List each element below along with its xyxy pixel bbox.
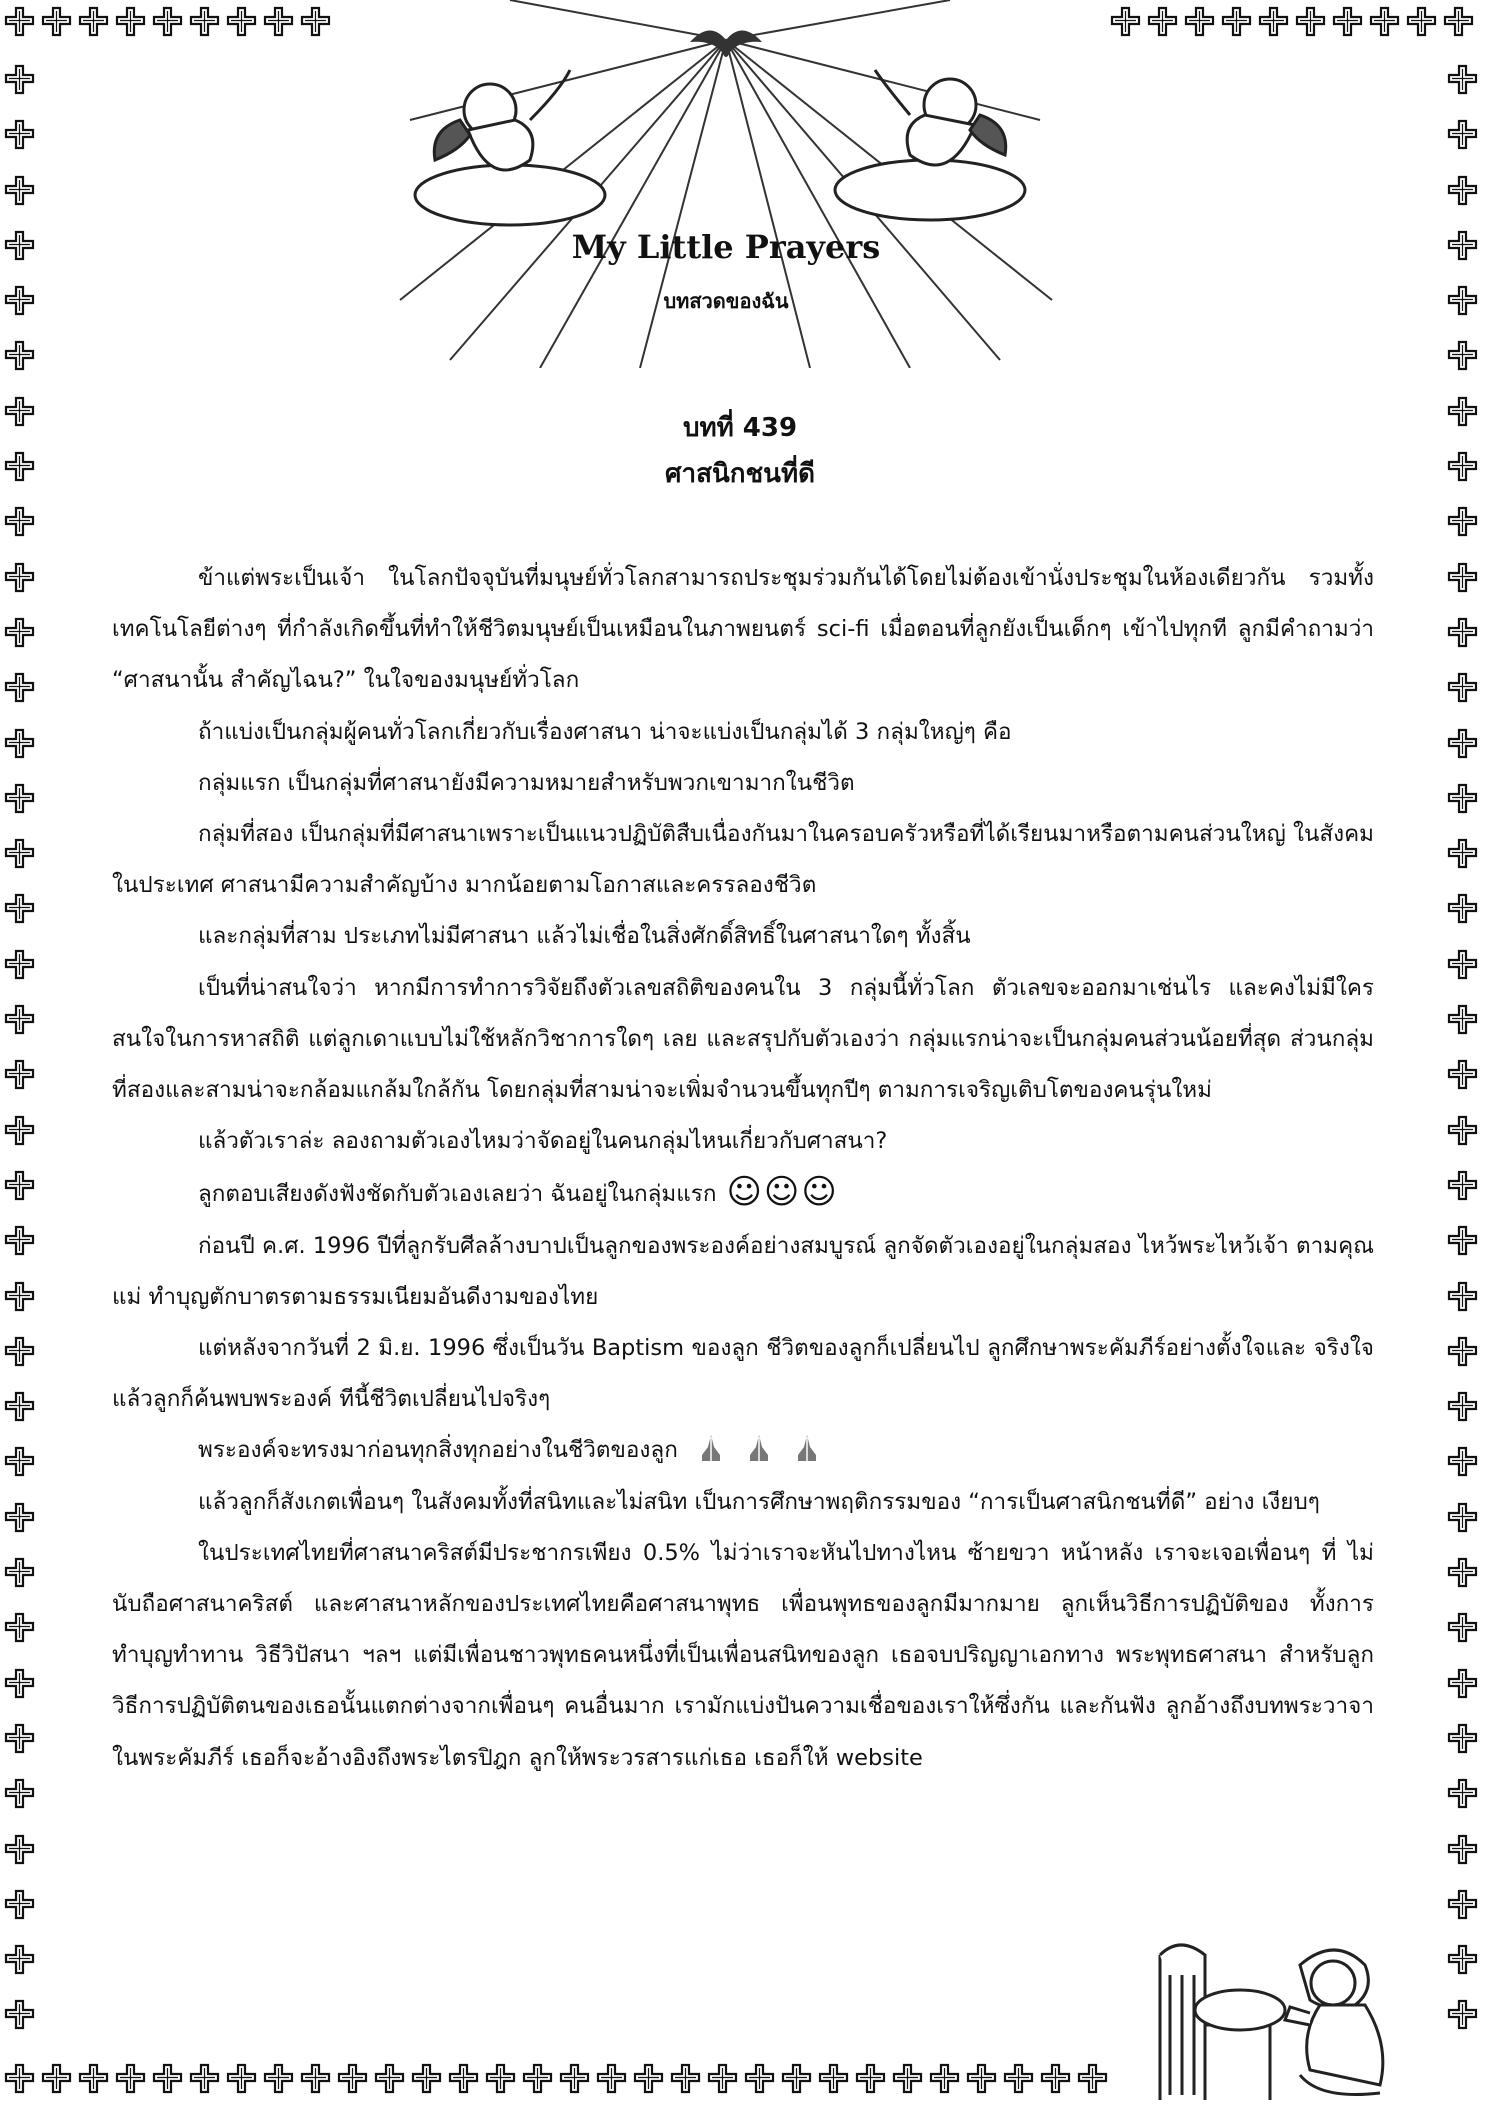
cross-icon	[1447, 1834, 1478, 1865]
cross-icon	[1147, 6, 1178, 37]
paragraph-with-hands	[112, 1425, 1374, 1476]
cross-icon	[300, 6, 331, 37]
cross-icon	[1447, 451, 1478, 482]
cross-icon	[4, 1889, 35, 1920]
cross-icon	[189, 6, 220, 37]
cross-icon	[4, 64, 35, 95]
cross-icon	[670, 2063, 701, 2094]
cross-icon	[1077, 2063, 1108, 2094]
cross-icon	[1447, 396, 1478, 427]
cross-icon	[4, 1004, 35, 1035]
cross-icon	[707, 2063, 738, 2094]
cross-icon	[1447, 285, 1478, 316]
cross-icon	[1332, 6, 1363, 37]
cross-icon	[4, 562, 35, 593]
cross-icon	[781, 2063, 812, 2094]
cross-icon	[1447, 506, 1478, 537]
cross-icon	[226, 6, 257, 37]
cross-icon	[4, 1557, 35, 1588]
cross-icon	[4, 1225, 35, 1256]
paragraph: และกลุ่มที่สาม ประเภทไม่มีศาสนา แล้วไม่เชื่อในสิ่งศักดิ์สิทธิ์ในศาสนาใดๆ ทั้งสิ้น	[198, 923, 971, 950]
cross-icon	[4, 285, 35, 316]
cross-icon	[4, 728, 35, 759]
cross-icon	[4, 230, 35, 261]
cross-icon	[4, 1723, 35, 1754]
cross-icon	[4, 672, 35, 703]
cross-icon	[1447, 175, 1478, 206]
cross-icon	[1258, 6, 1289, 37]
cross-icon	[485, 2063, 516, 2094]
cross-icon	[41, 6, 72, 37]
cross-icon	[1447, 1889, 1478, 1920]
cross-icon	[300, 2063, 331, 2094]
praying-child-illustration	[1150, 1895, 1410, 2105]
cross-icon	[1447, 672, 1478, 703]
paragraph: แล้วตัวเราล่ะ ลองถามตัวเองไหมว่าจัดอยู่ในคนกลุ่มไหนเกี่ยวกับศาสนา?	[198, 1128, 888, 1155]
paragraph: ในประเทศไทยที่ศาสนาคริสต์มีประชากรเพียง 0.5% ไม่ว่าเราจะหันไปทางไหน ซ้ายขวา หน้าหลัง เราจะเจอเพื่อนๆ ที่ ไม่นับถือศาสนาคริสต์ และศาสนาหลักของประเทศไทยคือศาสนาพุทธ เพื่อนพุทธของลูกมีมากมาย ลูกเห็นวิธีการปฏิบัติของ ทั้งการทำบุญทำทาน วิธีวิปัสนา ฯลฯ แต่มีเพื่อนชาวพุทธคนหนึ่งที่เป็นเพื่อนสนิทของลูก เธอจบปริญญาเอกทาง พระพุทธศาสนา สำหรับลูก วิธีการปฏิบัติตนของเธอนั้นแตกต่างจากเพื่อนๆ คนอื่นมาก เรามักแบ่งปันความเชื่อของเราให้ซึ่งกัน และกันฟัง ลูกอ้างถึงบทพระวาจาในพระคัมภีร์ เธอก็จะอ้างอิงถึงพระไตรปิฎก ลูกให้พระวรสารแก่เธอ เธอก็ให้ website	[112, 1539, 1374, 1771]
cross-icon	[1447, 949, 1478, 980]
cross-icon	[1447, 562, 1478, 593]
cross-icon	[411, 2063, 442, 2094]
cross-icon	[1447, 1668, 1478, 1699]
praying-hands-icon	[696, 1433, 726, 1463]
cross-icon	[337, 2063, 368, 2094]
cross-icon	[263, 2063, 294, 2094]
cross-icon	[1447, 1502, 1478, 1533]
cross-icon	[1447, 1391, 1478, 1422]
cross-icon	[4, 838, 35, 869]
body-text	[112, 553, 1374, 1784]
cross-icon	[1447, 1004, 1478, 1035]
cross-border-top-left	[4, 6, 331, 37]
cross-icon	[1447, 1059, 1478, 1090]
cross-icon	[1184, 6, 1215, 37]
cross-icon	[4, 1502, 35, 1533]
cross-icon	[1221, 6, 1252, 37]
cross-icon	[4, 396, 35, 427]
cross-icon	[4, 1944, 35, 1975]
cross-icon	[596, 2063, 627, 2094]
cross-icon	[4, 1612, 35, 1643]
cross-icon	[1447, 728, 1478, 759]
cross-icon	[966, 2063, 997, 2094]
header-illustration	[390, 0, 1062, 368]
cross-icon	[1447, 1612, 1478, 1643]
cross-icon	[1447, 64, 1478, 95]
cross-icon	[1447, 1225, 1478, 1256]
cross-icon	[1447, 1557, 1478, 1588]
cross-icon	[1447, 838, 1478, 869]
cross-icon	[1110, 6, 1141, 37]
cross-icon	[4, 893, 35, 924]
cross-icon	[892, 2063, 923, 2094]
cross-icon	[1447, 1281, 1478, 1312]
cross-border-right	[1447, 64, 1478, 2055]
cross-icon	[374, 2063, 405, 2094]
cross-icon	[1447, 1778, 1478, 1809]
cross-icon	[1447, 1336, 1478, 1367]
cross-icon	[1447, 1944, 1478, 1975]
cross-icon	[4, 617, 35, 648]
cross-icon	[263, 6, 294, 37]
cross-icon	[189, 2063, 220, 2094]
cross-icon	[448, 2063, 479, 2094]
cross-icon	[1447, 1170, 1478, 1201]
paragraph: แต่หลังจากวันที่ 2 มิ.ย. 1996 ซึ่งเป็นวัน Baptism ของลูก ชีวิตของลูกก็เปลี่ยนไป ลูกศึกษาพระคัมภีร์อย่างตั้งใจและ จริงใจ แล้วลูกก็ค้นพบพระองค์ ทีนี้ชีวิตเปลี่ยนไปจริงๆ	[112, 1335, 1374, 1413]
paragraph: ข้าแต่พระเป็นเจ้า ในโลกปัจจุบันที่มนุษย์ทั่วโลกสามารถประชุมร่วมกันได้โดยไม่ต้องเข้านั่งประชุมในห้องเดียวกัน รวมทั้งเทคโนโลยีต่างๆ ที่กำลังเกิดขึ้นที่ทำให้ชีวิตมนุษย์เป็นเหมือนในภาพยนตร์ sci-fi เมื่อตอนที่ลูกยังเป็นเด็กๆ เข้าไปทุกที ลูกมีคำถามว่า “ศาสนานั้น สำคัญไฉน?” ในใจของมนุษย์ทั่วโลก	[112, 565, 1374, 694]
paragraph: เป็นที่น่าสนใจว่า หากมีการทำการวิจัยถึงตัวเลขสถิติของคนใน 3 กลุ่มนี้ทั่วโลก ตัวเลขจะออกมาเช่นไร และคงไม่มีใคร สนใจในการหาสถิติ แต่ลูกเดาแบบไม่ใช้หลักวิชาการใดๆ เลย และสรุปกับตัวเองว่า กลุ่มแรกน่าจะเป็นกลุ่มคนส่วนน้อยที่สุด ส่วนกลุ่มที่สองและสามน่าจะกล้อมแกล้มใกล้กัน โดยกลุ่มที่สามน่าจะเพิ่มจำนวนขึ้นทุกปีๆ ตามการเจริญเติบโตของคนรุ่นใหม่	[112, 974, 1374, 1104]
cross-icon	[4, 1391, 35, 1422]
cross-border-top-right	[1110, 6, 1474, 37]
paragraph: ลูกตอบเสียงดังฟังชัดกับตัวเองเลยว่า ฉันอยู่ในกลุ่มแรก	[198, 1181, 717, 1208]
cross-icon	[4, 2063, 35, 2094]
cross-icon	[1447, 617, 1478, 648]
cross-border-left	[4, 64, 35, 2055]
cross-icon	[4, 119, 35, 150]
cross-icon	[818, 2063, 849, 2094]
cross-icon	[4, 451, 35, 482]
praying-hands-icon	[744, 1433, 774, 1463]
cross-icon	[1447, 1115, 1478, 1146]
cross-icon	[152, 2063, 183, 2094]
cross-icon	[1447, 1723, 1478, 1754]
cross-icon	[4, 1668, 35, 1699]
cross-icon	[4, 1170, 35, 1201]
smiley-icons: ☺☺☺	[726, 1172, 839, 1213]
chapter-title: ศาสนิกชนที่ดี	[665, 459, 815, 489]
cross-icon	[1447, 119, 1478, 150]
cross-border-bottom	[4, 2063, 1108, 2094]
cross-icon	[929, 2063, 960, 2094]
paragraph-with-smileys	[112, 1167, 1374, 1220]
paragraph: กลุ่มแรก เป็นกลุ่มที่ศาสนายังมีความหมายสำหรับพวกเขามากในชีวิต	[198, 769, 855, 796]
cross-icon	[633, 2063, 664, 2094]
cross-icon	[4, 1834, 35, 1865]
paragraph: พระองค์จะทรงมาก่อนทุกสิ่งทุกอย่างในชีวิตของลูก	[198, 1437, 678, 1464]
cross-icon	[855, 2063, 886, 2094]
chapter-number: บทที่ 439	[682, 413, 798, 443]
paragraph: กลุ่มที่สอง เป็นกลุ่มที่มีศาสนาเพราะเป็นแนวปฏิบัติสืบเนื่องกันมาในครอบครัวหรือที่ได้เรียนมาหรือตามคนส่วนใหญ่ ในสังคมในประเทศ ศาสนามีความสำคัญบ้าง มากน้อยตามโอกาสและครรลองชีวิต	[112, 821, 1374, 899]
cross-icon	[1447, 893, 1478, 924]
cross-icon	[4, 1059, 35, 1090]
cross-icon	[1447, 340, 1478, 371]
cross-icon	[4, 340, 35, 371]
praying-hands-group	[696, 1433, 822, 1463]
paragraph: ก่อนปี ค.ศ. 1996 ปีที่ลูกรับศีลล้างบาปเป็นลูกของพระองค์อย่างสมบูรณ์ ลูกจัดตัวเองอยู่ในกลุ่มสอง ไหว้พระไหว้เจ้า ตามคุณแม่ ทำบุญตักบาตรตามธรรมเนียมอันดีงามของไทย	[112, 1232, 1374, 1310]
cross-icon	[1003, 2063, 1034, 2094]
cross-icon	[78, 6, 109, 37]
cross-icon	[115, 6, 146, 37]
cross-icon	[4, 1778, 35, 1809]
cross-icon	[522, 2063, 553, 2094]
cross-icon	[1447, 1446, 1478, 1477]
cross-icon	[4, 1336, 35, 1367]
cross-icon	[1040, 2063, 1071, 2094]
cross-icon	[4, 1281, 35, 1312]
cross-icon	[41, 2063, 72, 2094]
cross-icon	[1443, 6, 1474, 37]
cross-icon	[226, 2063, 257, 2094]
cross-icon	[78, 2063, 109, 2094]
cross-icon	[1406, 6, 1437, 37]
paragraph: ถ้าแบ่งเป็นกลุ่มผู้คนทั่วโลกเกี่ยวกับเรื่องศาสนา น่าจะแบ่งเป็นกลุ่มได้ 3 กลุ่มใหญ่ๆ คือ	[198, 718, 1012, 745]
cross-icon	[1295, 6, 1326, 37]
cross-icon	[1447, 230, 1478, 261]
cross-icon	[4, 506, 35, 537]
cross-icon	[4, 1115, 35, 1146]
cross-icon	[115, 2063, 146, 2094]
cross-icon	[1447, 1999, 1478, 2030]
cross-icon	[4, 783, 35, 814]
paragraph: แล้วลูกก็สังเกตเพื่อนๆ ในสังคมทั้งที่สนิทและไม่สนิท เป็นการศึกษาพฤติกรรมของ “การเป็นศาสนิกชนที่ดี” อย่าง เงียบๆ	[198, 1488, 1320, 1515]
cross-icon	[152, 6, 183, 37]
cross-icon	[4, 175, 35, 206]
header-art-subtitle: บทสวดของฉัน	[663, 289, 789, 313]
cross-icon	[4, 6, 35, 37]
cross-icon	[4, 1999, 35, 2030]
cross-icon	[559, 2063, 590, 2094]
header-art-title: My Little Prayers	[571, 228, 881, 266]
cross-icon	[1447, 783, 1478, 814]
praying-hands-icon	[792, 1433, 822, 1463]
cross-icon	[4, 949, 35, 980]
cross-icon	[744, 2063, 775, 2094]
cross-icon	[1369, 6, 1400, 37]
cross-icon	[4, 1446, 35, 1477]
